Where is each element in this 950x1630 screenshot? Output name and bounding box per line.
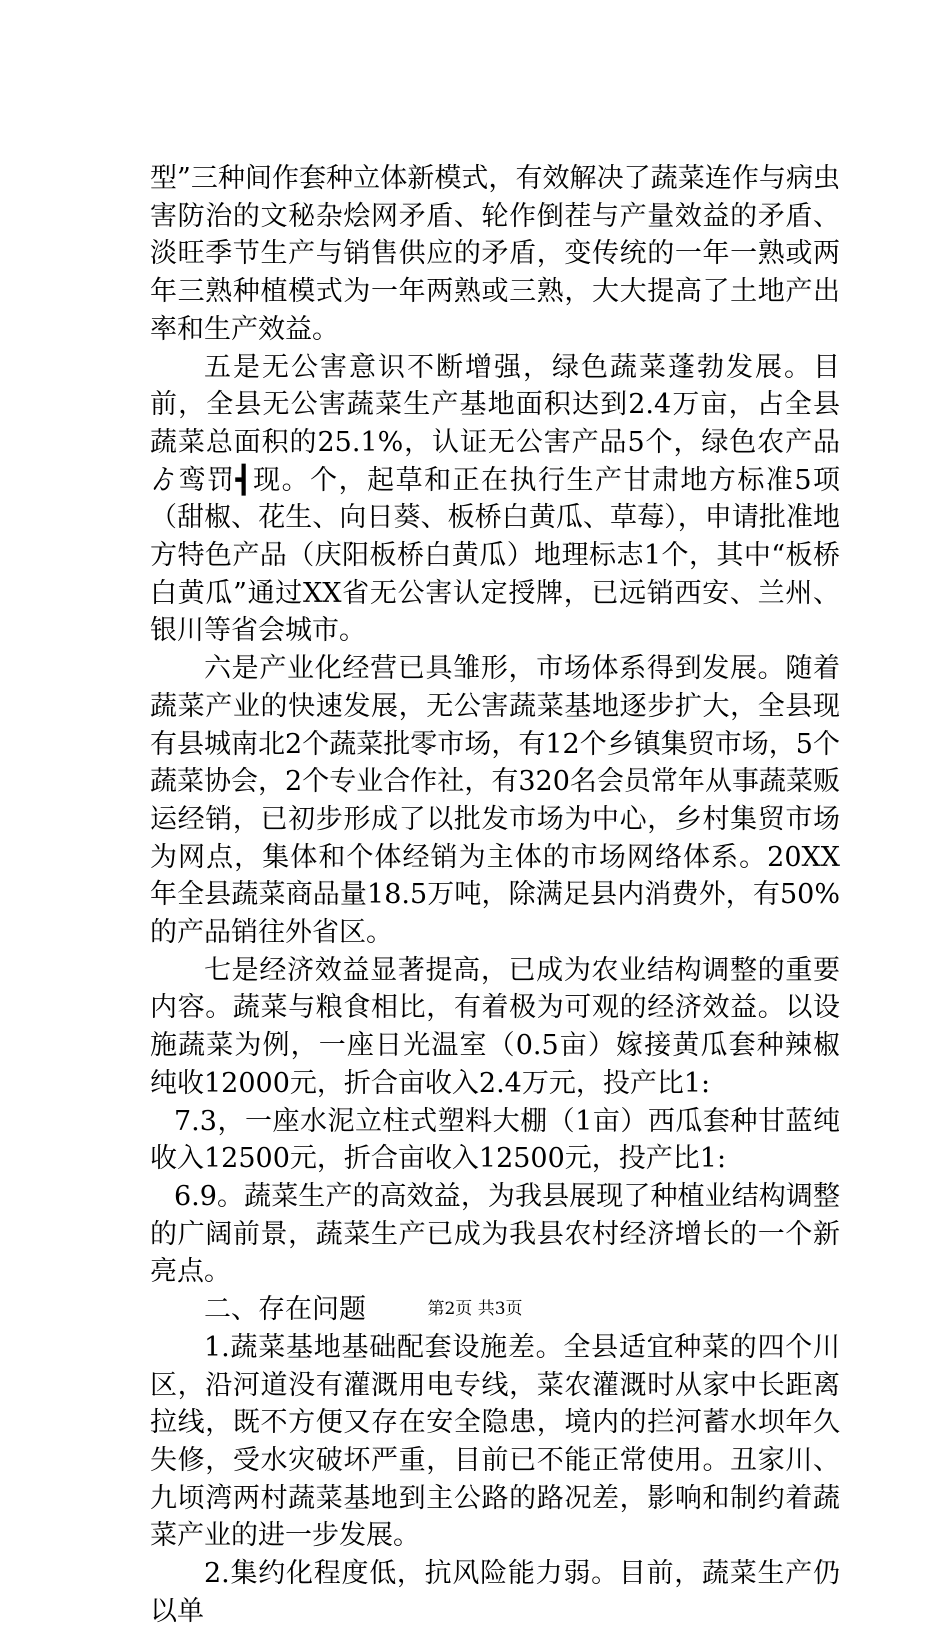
paragraph-problem-two: 2.集约化程度低，抗风险能力弱。目前，蔬菜生产仍以单	[150, 1558, 840, 1627]
paragraph-problem-one: 1.蔬菜基地基础配套设施差。全县适宜种菜的四个川区，沿河道没有灌溉用电专线，菜农灌溉时从家中长距离拉线，既不方便又存在安全隐患，境内的拦河蓄水坝年久失修，受水灾破坏严重，目前已不能正常使用。丑家川、九顷湾两村蔬菜基地到主公路的路况差，影响和制约着蔬菜产业的进一步发展。	[150, 1331, 840, 1552]
page-footer: 第2页 共3页	[427, 1299, 523, 1319]
paragraph-intercropping-model: 型”三种间作套种立体新模式，有效解决了蔬菜连作与病虫害防治的文秘杂烩网矛盾、轮作倒茬与产量效益的矛盾、淡旺季节生产与销售供应的矛盾，变传统的一年一熟或两年三熟种植模式为一年两熟或三熟，大大提高了土地产出率和生产效益。	[150, 163, 840, 345]
paragraph-point-seven: 七是经济效益显著提高，已成为农业结构调整的重要内容。蔬菜与粮食相比，有着极为可观的经济效益。以设施蔬菜为例，一座日光温室（0.5亩）嫁接黄瓜套种辣椒纯收12000元，折合亩收入2.4万元，投产比1:	[150, 954, 840, 1099]
paragraph-point-six: 六是产业化经营已具雏形，市场体系得到发展。随着蔬菜产业的快速发展，无公害蔬菜基地逐步扩大，全县现有县城南北2个蔬菜批零市场，有12个乡镇集贸市场，5个蔬菜协会，2个专业合作社，有320名会员常年从事蔬菜贩运经销，已初步形成了以批发市场为中心，乡村集贸市场为网点，集体和个体经销为主体的市场网络体系。20XX年全县蔬菜商品量18.5万吨，除满足县内消费外，有50%的产品销往外省区。	[150, 653, 840, 949]
paragraph-ratio-7-3: 7.3，一座水泥立柱式塑料大棚（1亩）西瓜套种甘蓝纯收入12500元，折合亩收入12500元，投产比1:	[150, 1105, 840, 1175]
document-body	[150, 160, 840, 1630]
paragraph-ratio-6-9: 6.9。蔬菜生产的高效益，为我县展现了种植业结构调整的广阔前景，蔬菜生产已成为我县农村经济增长的一个新亮点。	[150, 1180, 840, 1288]
section-heading-problems: 二、存在问题	[204, 1294, 366, 1326]
paragraph-point-five: 五是无公害意识不断增强，绿色蔬菜蓬勃发展。目前，全县无公害蔬菜生产基地面积达到2.4万亩，占全县蔬菜总面积的25.1%，认证无公害产品5个，绿色农产品ゟ鸾罚┫现。个，起草和正在执行生产甘肃地方标准5项（甜椒、花生、向日葵、板桥白黄瓜、草莓），申请批准地方特色产品（庆阳板桥白黄瓜）地理标志1个，其中“板桥白黄瓜”通过XX省无公害认定授牌，已远销西安、兰州、银川等省会城市。	[150, 351, 840, 647]
